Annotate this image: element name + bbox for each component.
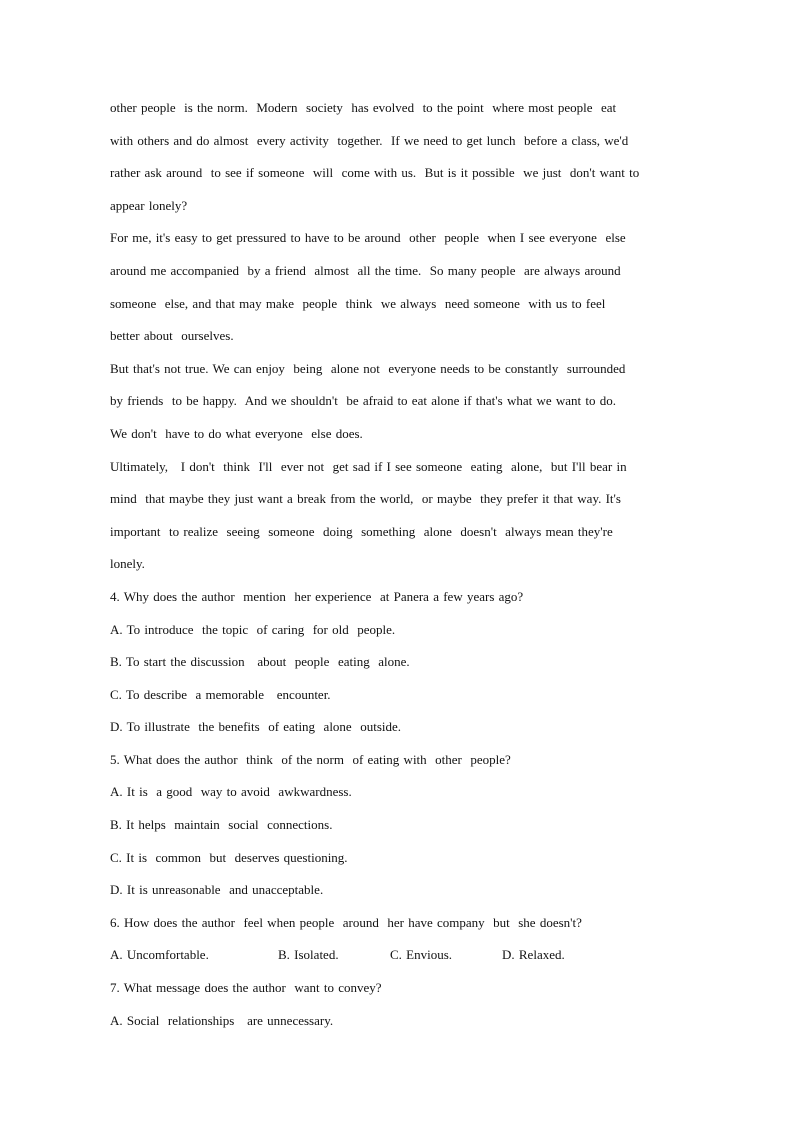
question-stem: 4. Why does the author mention her experience at Panera a few years ago? bbox=[110, 588, 524, 604]
passage-line: But that's not true. We can enjoy being alone not everyone needs to be constantly surrounded bbox=[110, 360, 626, 376]
passage-line: appear lonely? bbox=[110, 197, 188, 213]
answer-option: A. It is a good way to avoid awkwardness. bbox=[110, 784, 352, 800]
passage-line: lonely. bbox=[110, 556, 145, 572]
answer-option: C. Envious. bbox=[390, 947, 453, 963]
passage-line: rather ask around to see if someone will come with us. But is it possible we just don't want to bbox=[110, 165, 640, 181]
reading-passage bbox=[110, 96, 700, 585]
question-4 bbox=[110, 585, 700, 748]
answer-option: A. Social relationships are unnecessary. bbox=[110, 1012, 334, 1028]
question-stem: 6. How does the author feel when people around her have company but she doesn't? bbox=[110, 914, 582, 930]
passage-line: important to realize seeing someone doing something alone doesn't always mean they're bbox=[110, 523, 613, 539]
answer-option: C. It is common but deserves questioning. bbox=[110, 849, 348, 865]
answer-option: A. Uncomfortable. bbox=[110, 947, 209, 963]
answer-option: A. To introduce the topic of caring for old people. bbox=[110, 621, 396, 637]
question-7 bbox=[110, 976, 700, 1041]
passage-line: For me, it's easy to get pressured to have to be around other people when I see everyone else bbox=[110, 230, 626, 246]
question-6 bbox=[110, 911, 700, 976]
passage-line: Ultimately, I don't think I'll ever not get sad if I see someone eating alone, but I'll bear in bbox=[110, 458, 627, 474]
passage-line: We don't have to do what everyone else does. bbox=[110, 425, 363, 441]
passage-line: someone else, and that may make people think we always need someone with us to feel bbox=[110, 295, 606, 311]
answer-option: C. To describe a memorable encounter. bbox=[110, 686, 331, 702]
document-body bbox=[110, 96, 700, 1041]
answer-option: B. It helps maintain social connections. bbox=[110, 817, 333, 833]
answer-option: B. To start the discussion about people eating alone. bbox=[110, 654, 410, 670]
passage-line: around me accompanied by a friend almost all the time. So many people are always around bbox=[110, 262, 621, 278]
answer-option: D. To illustrate the benefits of eating alone outside. bbox=[110, 719, 402, 735]
question-stem: 7. What message does the author want to convey? bbox=[110, 980, 382, 996]
passage-line: mind that maybe they just want a break from the world, or maybe they prefer it that way. It's bbox=[110, 491, 621, 507]
passage-line: other people is the norm. Modern society has evolved to the point where most people eat bbox=[110, 100, 617, 115]
passage-line: by friends to be happy. And we shouldn't be afraid to eat alone if that's what we want to do. bbox=[110, 393, 617, 409]
passage-line: with others and do almost every activity together. If we need to get lunch before a class, we'd bbox=[110, 132, 629, 148]
answer-option: B. Isolated. bbox=[278, 947, 339, 963]
question-stem: 5. What does the author think of the norm of eating with other people? bbox=[110, 751, 511, 767]
question-5 bbox=[110, 748, 700, 911]
answer-option: D. Relaxed. bbox=[502, 947, 565, 963]
answer-options-row bbox=[110, 943, 700, 976]
passage-line: better about ourselves. bbox=[110, 328, 234, 344]
answer-option: D. It is unreasonable and unacceptable. bbox=[110, 882, 324, 898]
